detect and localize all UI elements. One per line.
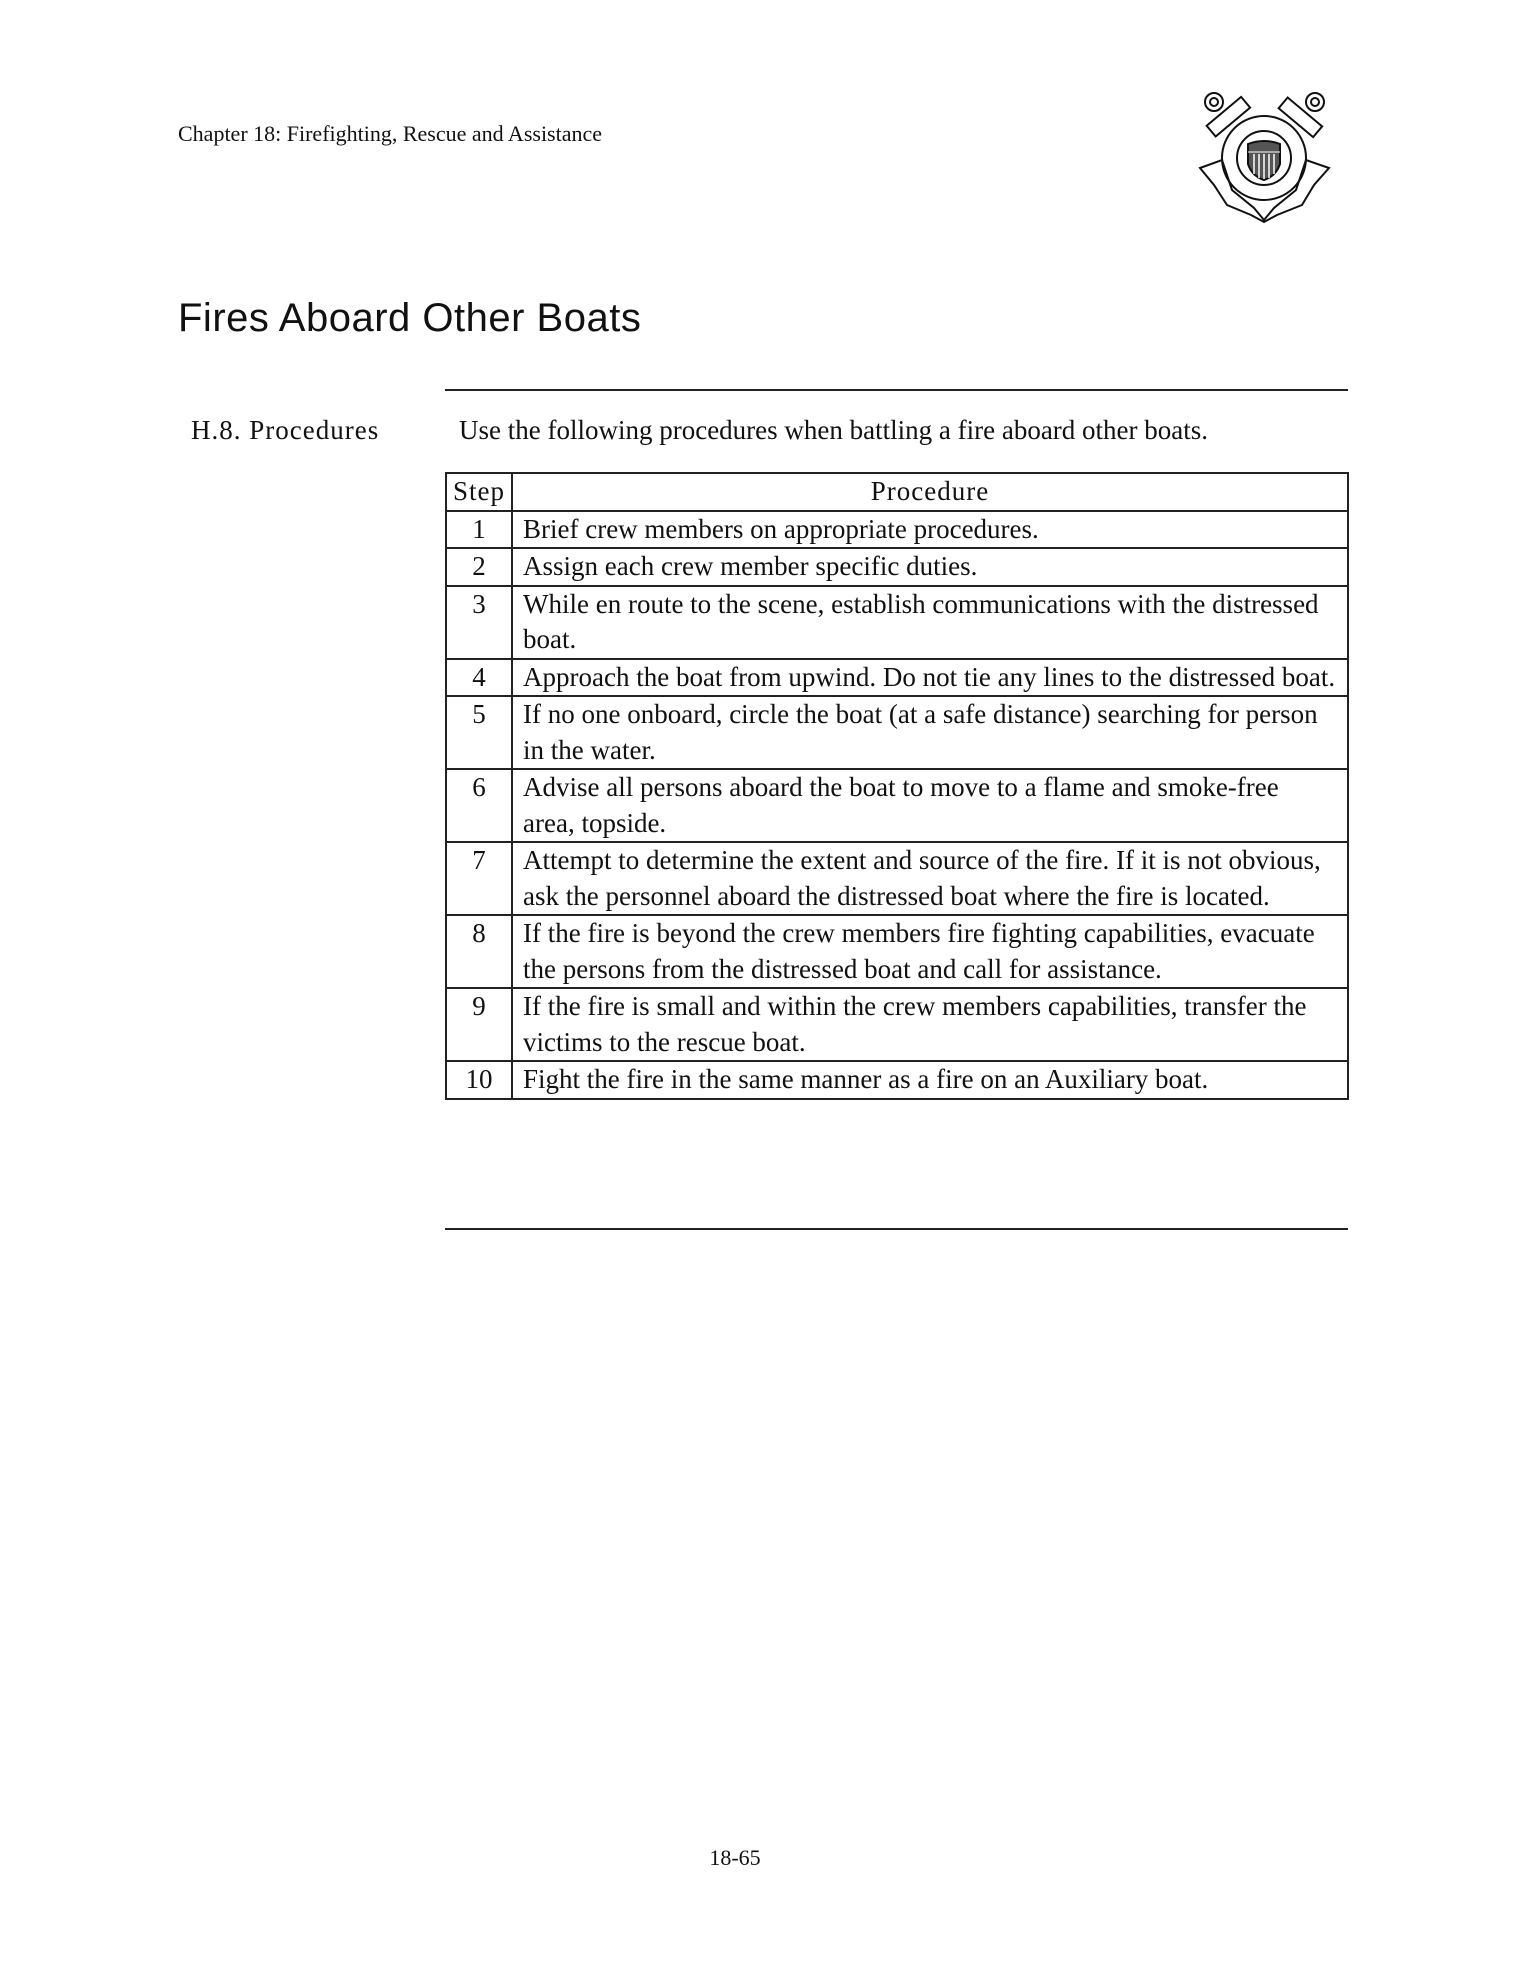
table-row: [446, 696, 1348, 769]
table-row: [446, 659, 1348, 697]
table-row: [446, 511, 1348, 549]
section-label: H.8. Procedures: [191, 415, 380, 445]
table-row: [446, 915, 1348, 988]
procedure-text: Fight the fire in the same manner as a fire on an Auxiliary boat.: [512, 1061, 1348, 1099]
step-number: 1: [446, 511, 512, 549]
step-number: 7: [446, 842, 512, 915]
table-row: [446, 769, 1348, 842]
table-row: [446, 548, 1348, 586]
step-number: 8: [446, 915, 512, 988]
step-number: 4: [446, 659, 512, 697]
step-number: 5: [446, 696, 512, 769]
table-row: [446, 1061, 1348, 1099]
column-header-procedure: Procedure: [512, 473, 1348, 511]
table-row: [446, 842, 1348, 915]
page-number: 18-65: [709, 1845, 761, 1870]
procedure-text: Attempt to determine the extent and source of the fire. If it is not obvious, ask the personnel aboard the distressed boat where the fire is located.: [512, 842, 1348, 915]
procedure-text: Brief crew members on appropriate procedures.: [512, 511, 1348, 549]
bottom-divider: [445, 1228, 1348, 1230]
procedure-text: If the fire is beyond the crew members fire fighting capabilities, evacuate the persons from the distressed boat and call for assistance.: [512, 915, 1348, 988]
step-number: 6: [446, 769, 512, 842]
procedure-text: Assign each crew member specific duties.: [512, 548, 1348, 586]
top-divider: [445, 389, 1348, 391]
step-number: 9: [446, 988, 512, 1061]
section-intro: Use the following procedures when battling a fire aboard other boats.: [459, 415, 1209, 445]
chapter-header: Chapter 18: Firefighting, Rescue and Assistance: [178, 121, 603, 146]
procedure-text: While en route to the scene, establish communications with the distressed boat.: [512, 586, 1348, 659]
step-number: 3: [446, 586, 512, 659]
procedure-text: If the fire is small and within the crew members capabilities, transfer the victims to the rescue boat.: [512, 988, 1348, 1061]
step-number: 2: [446, 548, 512, 586]
procedure-table: [445, 472, 1349, 1100]
procedure-text: Advise all persons aboard the boat to move to a flame and smoke-free area, topside.: [512, 769, 1348, 842]
coast-guard-seal-logo: [1192, 90, 1337, 225]
procedure-text: If no one onboard, circle the boat (at a safe distance) searching for person in the water.: [512, 696, 1348, 769]
table-row: [446, 988, 1348, 1061]
step-number: 10: [446, 1061, 512, 1099]
table-row: [446, 586, 1348, 659]
column-header-step: Step: [446, 473, 512, 511]
page-title: Fires Aboard Other Boats: [178, 296, 642, 340]
procedure-text: Approach the boat from upwind. Do not tie any lines to the distressed boat.: [512, 659, 1348, 697]
